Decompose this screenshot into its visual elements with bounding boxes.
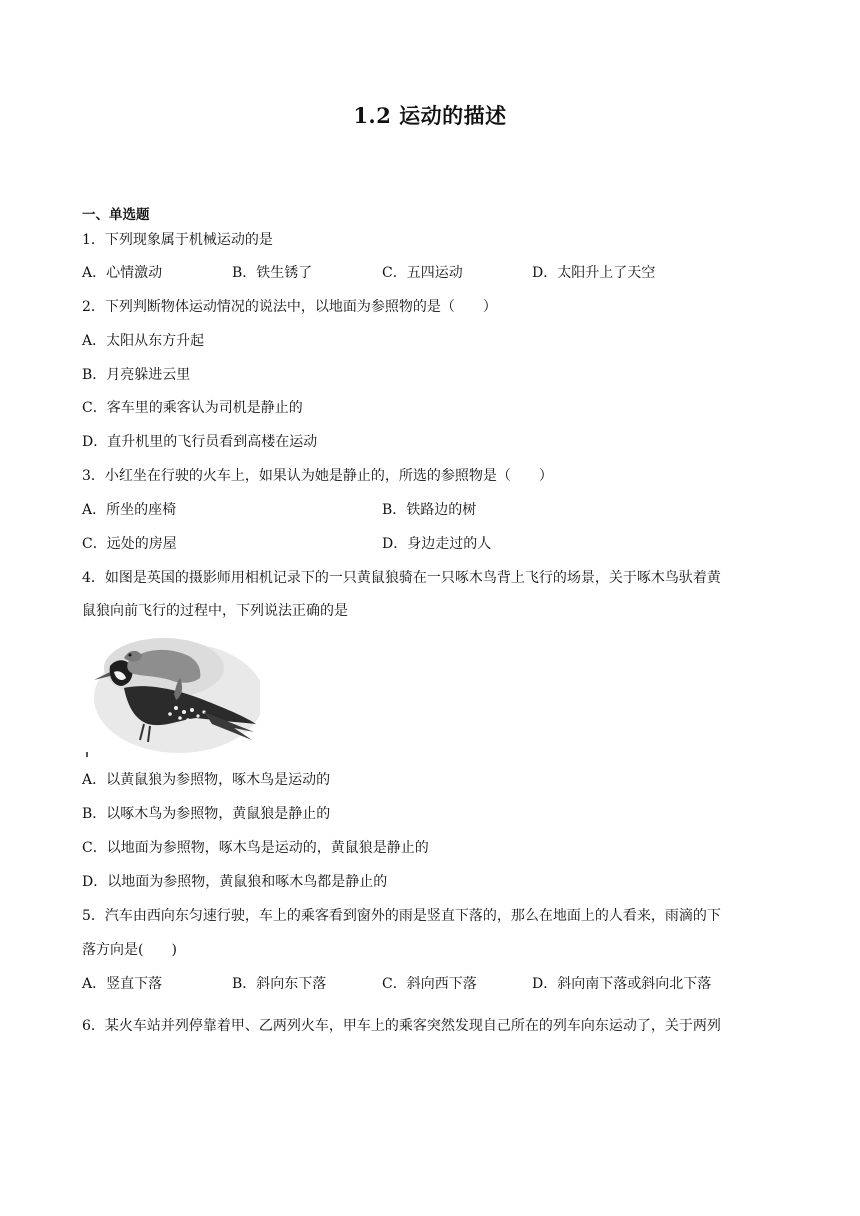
question-3-option-a: A．所坐的座椅: [82, 502, 177, 518]
question-5-option-a: A．竖直下落: [82, 976, 163, 992]
question-1-option-a: A．心情激动: [82, 265, 163, 281]
question-4-option-b: B．以啄木鸟为参照物，黄鼠狼是静止的: [82, 806, 331, 822]
question-4-stem-line-2: 鼠狼向前飞行的过程中，下列说法正确的是: [82, 603, 348, 619]
weasel-woodpecker-photo: [84, 628, 260, 762]
question-3-stem: 3．小红坐在行驶的火车上，如果认为她是静止的，所选的参照物是（ ）: [82, 468, 553, 484]
question-4-option-a: A．以黄鼠狼为参照物，啄木鸟是运动的: [82, 772, 331, 788]
question-2-stem: 2．下列判断物体运动情况的说法中，以地面为参照物的是（ ）: [82, 299, 497, 315]
question-1-option-b: B．铁生锈了: [232, 265, 313, 281]
question-4-option-c: C．以地面为参照物，啄木鸟是运动的，黄鼠狼是静止的: [82, 840, 429, 856]
question-5-stem-line-2: 落方向是( ): [82, 942, 177, 958]
question-2-option-a: A．太阳从东方升起: [82, 333, 205, 349]
question-1-option-d: D．太阳升上了天空: [532, 265, 656, 281]
question-2-option-d: D．直升机里的飞行员看到高楼在运动: [82, 434, 318, 450]
section-heading: 一、单选题: [82, 207, 150, 223]
question-1-option-c: C．五四运动: [382, 265, 463, 281]
question-4-option-d: D．以地面为参照物，黄鼠狼和啄木鸟都是静止的: [82, 874, 388, 890]
question-5-option-b: B．斜向东下落: [232, 976, 327, 992]
question-2-option-b: B．月亮躲进云里: [82, 367, 191, 383]
question-5-option-c: C．斜向西下落: [382, 976, 477, 992]
question-3-option-c: C．远处的房屋: [82, 536, 177, 552]
question-1-stem: 1．下列现象属于机械运动的是: [82, 232, 273, 248]
page-title: 1.2 运动的描述: [353, 103, 507, 128]
question-2-option-c: C．客车里的乘客认为司机是静止的: [82, 400, 303, 416]
question-3-option-d: D．身边走过的人: [382, 536, 492, 552]
question-4-stem-line-1: 4．如图是英国的摄影师用相机记录下的一只黄鼠狼骑在一只啄木鸟背上飞行的场景，关于啄木鸟驮着黄: [82, 570, 721, 586]
question-6-stem-line-1: 6．某火车站并列停靠着甲、乙两列火车，甲车上的乘客突然发现自己所在的列车向东运动了，关于两列: [82, 1018, 721, 1034]
question-5-option-d: D．斜向南下落或斜向北下落: [532, 976, 712, 992]
question-3-option-b: B．铁路边的树: [382, 502, 477, 518]
question-5-stem-line-1: 5．汽车由西向东匀速行驶，车上的乘客看到窗外的雨是竖直下落的，那么在地面上的人看来，雨滴的下: [82, 908, 721, 924]
